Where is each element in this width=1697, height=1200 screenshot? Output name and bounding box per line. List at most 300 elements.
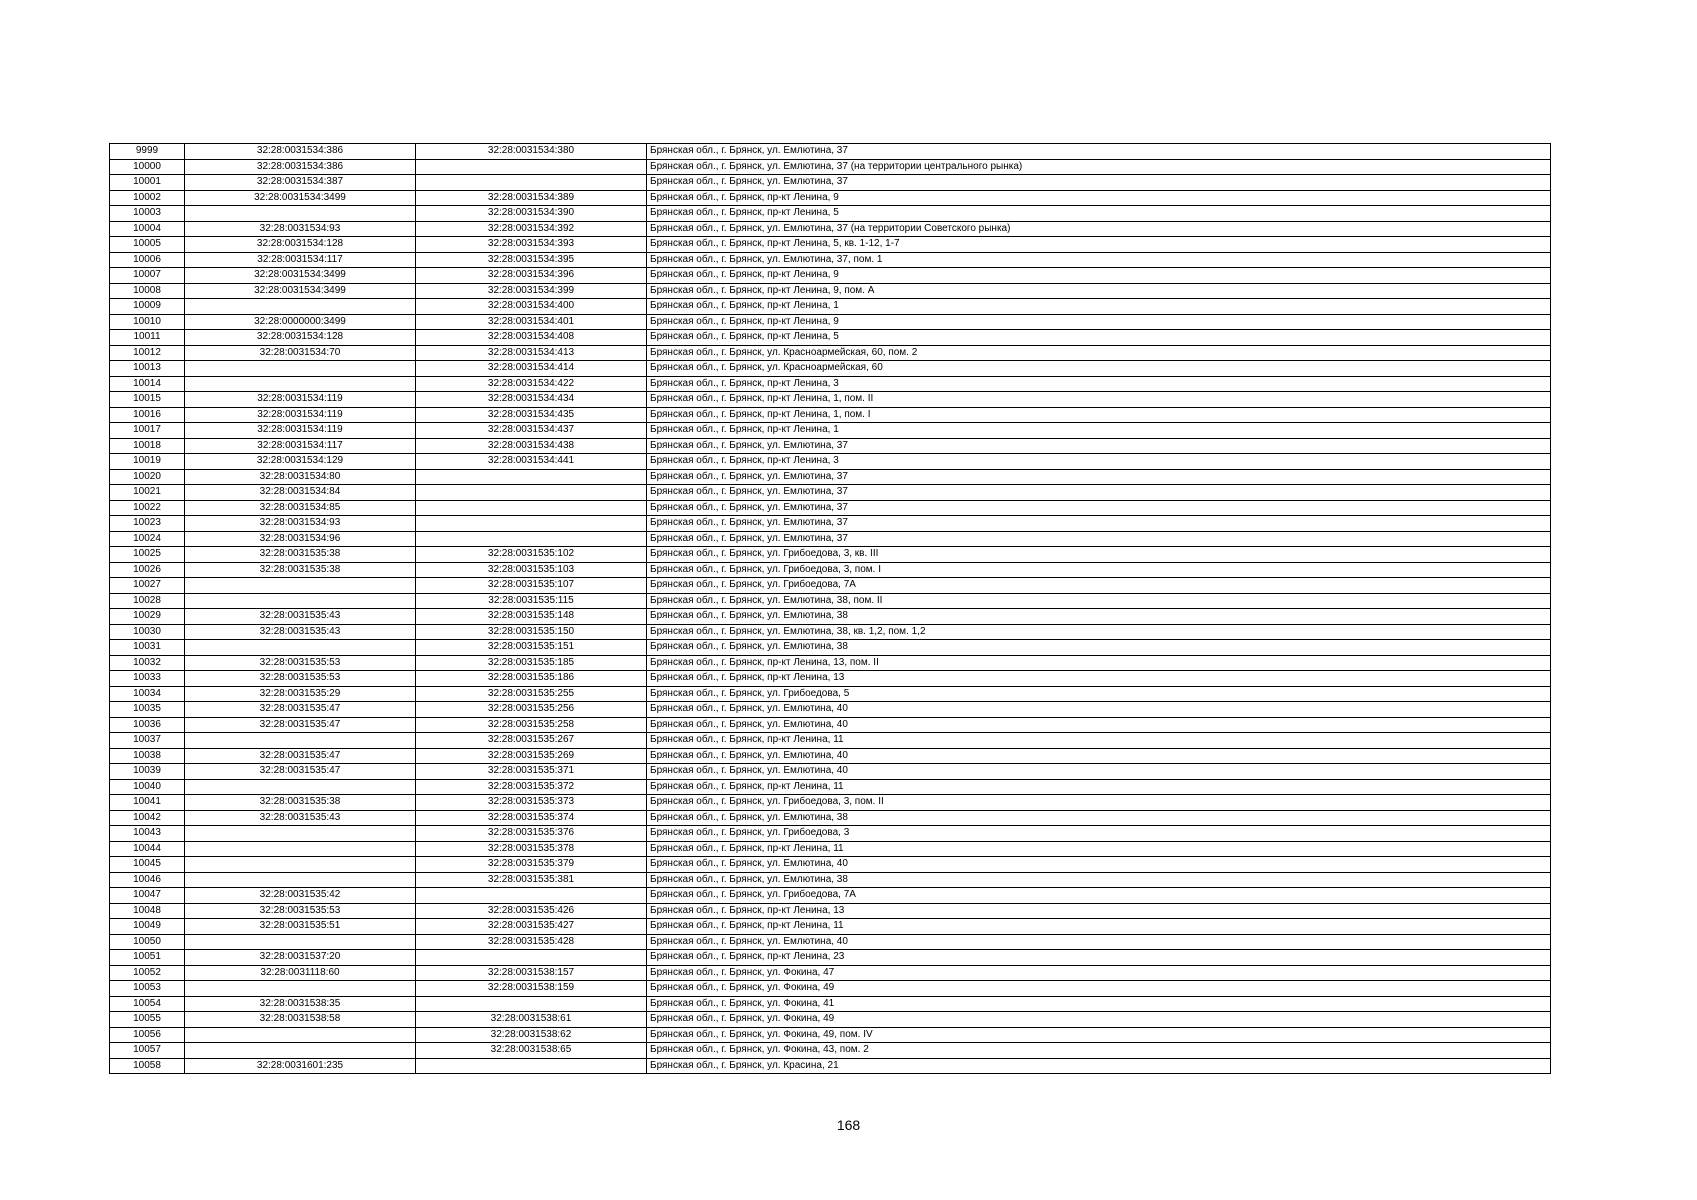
object-cadastral-number-cell [416, 888, 647, 904]
object-cadastral-number-cell: 32:28:0031534:396 [416, 268, 647, 284]
table-row [110, 655, 1551, 671]
cadastral-number-cell: 32:28:0031534:117 [185, 438, 416, 454]
table-row [110, 144, 1551, 160]
table-row [110, 469, 1551, 485]
cadastral-number-cell: 32:28:0031538:35 [185, 996, 416, 1012]
table-row [110, 221, 1551, 237]
address-cell: Брянская обл., г. Брянск, ул. Емлютина, 37 [647, 144, 1551, 160]
cadastral-number-cell: 32:28:0031537:20 [185, 950, 416, 966]
row-number-cell: 10013 [110, 361, 185, 377]
table-row [110, 950, 1551, 966]
cadastral-number-cell: 32:28:0031601:235 [185, 1058, 416, 1074]
row-number-cell: 10019 [110, 454, 185, 470]
address-cell: Брянская обл., г. Брянск, ул. Красина, 21 [647, 1058, 1551, 1074]
table-row [110, 175, 1551, 191]
object-cadastral-number-cell [416, 485, 647, 501]
object-cadastral-number-cell: 32:28:0031538:65 [416, 1043, 647, 1059]
object-cadastral-number-cell: 32:28:0031534:438 [416, 438, 647, 454]
row-number-cell: 10017 [110, 423, 185, 439]
object-cadastral-number-cell [416, 500, 647, 516]
row-number-cell: 10029 [110, 609, 185, 625]
table-row [110, 981, 1551, 997]
row-number-cell: 10044 [110, 841, 185, 857]
cadastral-number-cell: 32:28:0031535:42 [185, 888, 416, 904]
address-cell: Брянская обл., г. Брянск, пр-кт Ленина, 13 [647, 903, 1551, 919]
row-number-cell: 10003 [110, 206, 185, 222]
row-number-cell: 10028 [110, 593, 185, 609]
cadastral-number-cell [185, 1027, 416, 1043]
table-row [110, 717, 1551, 733]
cadastral-number-cell [185, 640, 416, 656]
row-number-cell: 10052 [110, 965, 185, 981]
cadastral-number-cell [185, 733, 416, 749]
address-cell: Брянская обл., г. Брянск, ул. Емлютина, 37 (на территории центрального рынка) [647, 159, 1551, 175]
object-cadastral-number-cell: 32:28:0031535:255 [416, 686, 647, 702]
cadastral-number-cell: 32:28:0031534:3499 [185, 268, 416, 284]
table-row [110, 407, 1551, 423]
cadastral-number-cell: 32:28:0031535:53 [185, 671, 416, 687]
table-row [110, 686, 1551, 702]
table-row [110, 237, 1551, 253]
object-cadastral-number-cell: 32:28:0031534:395 [416, 252, 647, 268]
cadastral-number-cell: 32:28:0031534:96 [185, 531, 416, 547]
cadastral-table-body [110, 144, 1551, 1074]
row-number-cell: 10030 [110, 624, 185, 640]
cadastral-number-cell: 32:28:0031534:128 [185, 330, 416, 346]
page-number: 168 [836, 1117, 861, 1133]
object-cadastral-number-cell [416, 531, 647, 547]
table-row [110, 268, 1551, 284]
address-cell: Брянская обл., г. Брянск, ул. Емлютина, 40 [647, 702, 1551, 718]
object-cadastral-number-cell: 32:28:0031535:185 [416, 655, 647, 671]
cadastral-number-cell: 32:28:0031534:117 [185, 252, 416, 268]
address-cell: Брянская обл., г. Брянск, ул. Емлютина, 40 [647, 857, 1551, 873]
table-row [110, 314, 1551, 330]
object-cadastral-number-cell: 32:28:0031535:151 [416, 640, 647, 656]
row-number-cell: 10048 [110, 903, 185, 919]
row-number-cell: 10035 [110, 702, 185, 718]
address-cell: Брянская обл., г. Брянск, пр-кт Ленина, 13, пом. II [647, 655, 1551, 671]
address-cell: Брянская обл., г. Брянск, ул. Емлютина, 37 [647, 469, 1551, 485]
object-cadastral-number-cell: 32:28:0031534:399 [416, 283, 647, 299]
table-row [110, 903, 1551, 919]
row-number-cell: 10000 [110, 159, 185, 175]
cadastral-number-cell: 32:28:0031534:119 [185, 423, 416, 439]
row-number-cell: 10042 [110, 810, 185, 826]
cadastral-number-cell: 32:28:0031534:387 [185, 175, 416, 191]
table-row [110, 562, 1551, 578]
table-row [110, 376, 1551, 392]
row-number-cell: 10001 [110, 175, 185, 191]
address-cell: Брянская обл., г. Брянск, пр-кт Ленина, 5 [647, 206, 1551, 222]
row-number-cell: 10026 [110, 562, 185, 578]
address-cell: Брянская обл., г. Брянск, пр-кт Ленина, 1, пом. II [647, 392, 1551, 408]
row-number-cell: 10050 [110, 934, 185, 950]
table-row [110, 500, 1551, 516]
cadastral-number-cell: 32:28:0031118:60 [185, 965, 416, 981]
object-cadastral-number-cell [416, 159, 647, 175]
object-cadastral-number-cell: 32:28:0031535:258 [416, 717, 647, 733]
address-cell: Брянская обл., г. Брянск, пр-кт Ленина, 9 [647, 268, 1551, 284]
table-row [110, 810, 1551, 826]
cadastral-number-cell: 32:28:0031534:93 [185, 221, 416, 237]
table-row [110, 345, 1551, 361]
address-cell: Брянская обл., г. Брянск, ул. Грибоедова, 3 [647, 826, 1551, 842]
cadastral-number-cell [185, 593, 416, 609]
address-cell: Брянская обл., г. Брянск, пр-кт Ленина, 5, кв. 1-12, 1-7 [647, 237, 1551, 253]
address-cell: Брянская обл., г. Брянск, ул. Емлютина, 37, пом. 1 [647, 252, 1551, 268]
row-number-cell: 10022 [110, 500, 185, 516]
address-cell: Брянская обл., г. Брянск, пр-кт Ленина, 3 [647, 376, 1551, 392]
address-cell: Брянская обл., г. Брянск, пр-кт Ленина, 5 [647, 330, 1551, 346]
row-number-cell: 10023 [110, 516, 185, 532]
object-cadastral-number-cell: 32:28:0031535:372 [416, 779, 647, 795]
object-cadastral-number-cell: 32:28:0031535:102 [416, 547, 647, 563]
table-row [110, 624, 1551, 640]
table-row [110, 702, 1551, 718]
address-cell: Брянская обл., г. Брянск, пр-кт Ленина, 9 [647, 314, 1551, 330]
object-cadastral-number-cell: 32:28:0031534:401 [416, 314, 647, 330]
address-cell: Брянская обл., г. Брянск, ул. Фокина, 47 [647, 965, 1551, 981]
row-number-cell: 10004 [110, 221, 185, 237]
row-number-cell: 10037 [110, 733, 185, 749]
row-number-cell: 10015 [110, 392, 185, 408]
cadastral-table [109, 143, 1551, 1074]
table-row [110, 826, 1551, 842]
object-cadastral-number-cell: 32:28:0031535:150 [416, 624, 647, 640]
address-cell: Брянская обл., г. Брянск, ул. Фокина, 49 [647, 981, 1551, 997]
table-row [110, 438, 1551, 454]
address-cell: Брянская обл., г. Брянск, ул. Емлютина, 38 [647, 640, 1551, 656]
row-number-cell: 10058 [110, 1058, 185, 1074]
cadastral-number-cell: 32:28:0031538:58 [185, 1012, 416, 1028]
address-cell: Брянская обл., г. Брянск, ул. Емлютина, 38, кв. 1,2, пом. 1,2 [647, 624, 1551, 640]
cadastral-number-cell [185, 1043, 416, 1059]
object-cadastral-number-cell: 32:28:0031535:148 [416, 609, 647, 625]
table-row [110, 593, 1551, 609]
row-number-cell: 10033 [110, 671, 185, 687]
object-cadastral-number-cell: 32:28:0031534:422 [416, 376, 647, 392]
cadastral-number-cell [185, 376, 416, 392]
row-number-cell: 10053 [110, 981, 185, 997]
object-cadastral-number-cell: 32:28:0031534:413 [416, 345, 647, 361]
table-row [110, 547, 1551, 563]
row-number-cell: 10005 [110, 237, 185, 253]
cadastral-number-cell: 32:28:0031534:386 [185, 144, 416, 160]
row-number-cell: 10008 [110, 283, 185, 299]
row-number-cell: 10049 [110, 919, 185, 935]
table-row [110, 857, 1551, 873]
object-cadastral-number-cell: 32:28:0031534:389 [416, 190, 647, 206]
table-row [110, 1058, 1551, 1074]
row-number-cell: 10011 [110, 330, 185, 346]
object-cadastral-number-cell [416, 996, 647, 1012]
cadastral-number-cell: 32:28:0031535:43 [185, 810, 416, 826]
cadastral-number-cell [185, 981, 416, 997]
table-row [110, 671, 1551, 687]
table-row [110, 206, 1551, 222]
cadastral-number-cell: 32:28:0031535:47 [185, 764, 416, 780]
object-cadastral-number-cell: 32:28:0031535:373 [416, 795, 647, 811]
table-row [110, 423, 1551, 439]
address-cell: Брянская обл., г. Брянск, ул. Емлютина, 37 [647, 485, 1551, 501]
address-cell: Брянская обл., г. Брянск, ул. Емлютина, 40 [647, 748, 1551, 764]
address-cell: Брянская обл., г. Брянск, ул. Грибоедова, 5 [647, 686, 1551, 702]
object-cadastral-number-cell: 32:28:0031534:434 [416, 392, 647, 408]
object-cadastral-number-cell: 32:28:0031535:256 [416, 702, 647, 718]
table-row [110, 330, 1551, 346]
table-row [110, 299, 1551, 315]
object-cadastral-number-cell: 32:28:0031534:435 [416, 407, 647, 423]
cadastral-number-cell [185, 361, 416, 377]
address-cell: Брянская обл., г. Брянск, ул. Емлютина, 37 [647, 500, 1551, 516]
row-number-cell: 10040 [110, 779, 185, 795]
row-number-cell: 10051 [110, 950, 185, 966]
object-cadastral-number-cell: 32:28:0031535:427 [416, 919, 647, 935]
table-row [110, 485, 1551, 501]
row-number-cell: 10024 [110, 531, 185, 547]
address-cell: Брянская обл., г. Брянск, ул. Красноармейская, 60 [647, 361, 1551, 377]
cadastral-number-cell: 32:28:0031535:38 [185, 795, 416, 811]
address-cell: Брянская обл., г. Брянск, ул. Грибоедова, 3, кв. III [647, 547, 1551, 563]
row-number-cell: 10012 [110, 345, 185, 361]
row-number-cell: 10041 [110, 795, 185, 811]
cadastral-number-cell [185, 206, 416, 222]
table-row [110, 190, 1551, 206]
cadastral-number-cell: 32:28:0031534:3499 [185, 190, 416, 206]
address-cell: Брянская обл., г. Брянск, пр-кт Ленина, 11 [647, 779, 1551, 795]
object-cadastral-number-cell [416, 516, 647, 532]
row-number-cell: 10010 [110, 314, 185, 330]
cadastral-number-cell: 32:28:0031535:43 [185, 609, 416, 625]
table-row [110, 1012, 1551, 1028]
address-cell: Брянская обл., г. Брянск, ул. Грибоедова, 3, пом. I [647, 562, 1551, 578]
cadastral-number-cell: 32:28:0031535:47 [185, 748, 416, 764]
object-cadastral-number-cell: 32:28:0031538:61 [416, 1012, 647, 1028]
table-row [110, 392, 1551, 408]
cadastral-number-cell: 32:28:0031535:38 [185, 547, 416, 563]
cadastral-number-cell: 32:28:0031534:119 [185, 392, 416, 408]
address-cell: Брянская обл., г. Брянск, пр-кт Ленина, 1 [647, 299, 1551, 315]
table-row [110, 516, 1551, 532]
object-cadastral-number-cell: 32:28:0031534:408 [416, 330, 647, 346]
cadastral-number-cell [185, 826, 416, 842]
address-cell: Брянская обл., г. Брянск, пр-кт Ленина, 1 [647, 423, 1551, 439]
cadastral-number-cell: 32:28:0031535:53 [185, 903, 416, 919]
object-cadastral-number-cell: 32:28:0031535:107 [416, 578, 647, 594]
object-cadastral-number-cell: 32:28:0031535:378 [416, 841, 647, 857]
address-cell: Брянская обл., г. Брянск, ул. Емлютина, 37 [647, 438, 1551, 454]
table-row [110, 361, 1551, 377]
object-cadastral-number-cell: 32:28:0031535:379 [416, 857, 647, 873]
address-cell: Брянская обл., г. Брянск, ул. Емлютина, 37 [647, 531, 1551, 547]
address-cell: Брянская обл., г. Брянск, ул. Емлютина, 38 [647, 609, 1551, 625]
row-number-cell: 10007 [110, 268, 185, 284]
cadastral-number-cell: 32:28:0031534:386 [185, 159, 416, 175]
object-cadastral-number-cell: 32:28:0031535:374 [416, 810, 647, 826]
address-cell: Брянская обл., г. Брянск, пр-кт Ленина, 9, пом. А [647, 283, 1551, 299]
address-cell: Брянская обл., г. Брянск, пр-кт Ленина, 13 [647, 671, 1551, 687]
row-number-cell: 10046 [110, 872, 185, 888]
address-cell: Брянская обл., г. Брянск, ул. Емлютина, 40 [647, 717, 1551, 733]
object-cadastral-number-cell [416, 175, 647, 191]
address-cell: Брянская обл., г. Брянск, ул. Емлютина, 38, пом. II [647, 593, 1551, 609]
address-cell: Брянская обл., г. Брянск, ул. Емлютина, 40 [647, 934, 1551, 950]
address-cell: Брянская обл., г. Брянск, пр-кт Ленина, 11 [647, 919, 1551, 935]
address-cell: Брянская обл., г. Брянск, пр-кт Ленина, 23 [647, 950, 1551, 966]
row-number-cell: 10009 [110, 299, 185, 315]
row-number-cell: 10038 [110, 748, 185, 764]
cadastral-number-cell: 32:28:0031534:70 [185, 345, 416, 361]
address-cell: Брянская обл., г. Брянск, пр-кт Ленина, 3 [647, 454, 1551, 470]
table-row [110, 609, 1551, 625]
table-row [110, 283, 1551, 299]
table-row [110, 841, 1551, 857]
address-cell: Брянская обл., г. Брянск, пр-кт Ленина, 1, пом. I [647, 407, 1551, 423]
cadastral-number-cell: 32:28:0031535:51 [185, 919, 416, 935]
table-row [110, 252, 1551, 268]
object-cadastral-number-cell: 32:28:0031535:115 [416, 593, 647, 609]
row-number-cell: 10002 [110, 190, 185, 206]
address-cell: Брянская обл., г. Брянск, ул. Грибоедова, 7А [647, 888, 1551, 904]
cadastral-number-cell: 32:28:0000000:3499 [185, 314, 416, 330]
object-cadastral-number-cell: 32:28:0031534:400 [416, 299, 647, 315]
cadastral-number-cell [185, 934, 416, 950]
object-cadastral-number-cell [416, 1058, 647, 1074]
cadastral-number-cell: 32:28:0031534:129 [185, 454, 416, 470]
cadastral-number-cell [185, 857, 416, 873]
cadastral-number-cell [185, 299, 416, 315]
cadastral-number-cell: 32:28:0031534:80 [185, 469, 416, 485]
object-cadastral-number-cell: 32:28:0031535:103 [416, 562, 647, 578]
object-cadastral-number-cell: 32:28:0031534:390 [416, 206, 647, 222]
row-number-cell: 10054 [110, 996, 185, 1012]
address-cell: Брянская обл., г. Брянск, ул. Емлютина, 37 (на территории Советского рынка) [647, 221, 1551, 237]
address-cell: Брянская обл., г. Брянск, ул. Фокина, 49 [647, 1012, 1551, 1028]
row-number-cell: 10027 [110, 578, 185, 594]
object-cadastral-number-cell: 32:28:0031534:414 [416, 361, 647, 377]
address-cell: Брянская обл., г. Брянск, ул. Грибоедова, 3, пом. II [647, 795, 1551, 811]
object-cadastral-number-cell: 32:28:0031534:437 [416, 423, 647, 439]
object-cadastral-number-cell: 32:28:0031535:267 [416, 733, 647, 749]
row-number-cell: 10045 [110, 857, 185, 873]
row-number-cell: 10043 [110, 826, 185, 842]
address-cell: Брянская обл., г. Брянск, пр-кт Ленина, 11 [647, 841, 1551, 857]
row-number-cell: 10016 [110, 407, 185, 423]
table-row [110, 934, 1551, 950]
table-row [110, 454, 1551, 470]
table-row [110, 733, 1551, 749]
object-cadastral-number-cell: 32:28:0031534:393 [416, 237, 647, 253]
row-number-cell: 10006 [110, 252, 185, 268]
cadastral-number-cell [185, 779, 416, 795]
row-number-cell: 10031 [110, 640, 185, 656]
address-cell: Брянская обл., г. Брянск, ул. Емлютина, 38 [647, 810, 1551, 826]
object-cadastral-number-cell: 32:28:0031535:381 [416, 872, 647, 888]
object-cadastral-number-cell: 32:28:0031534:392 [416, 221, 647, 237]
row-number-cell: 10055 [110, 1012, 185, 1028]
cadastral-number-cell: 32:28:0031535:47 [185, 702, 416, 718]
cadastral-number-cell: 32:28:0031534:85 [185, 500, 416, 516]
table-row [110, 578, 1551, 594]
object-cadastral-number-cell: 32:28:0031534:380 [416, 144, 647, 160]
row-number-cell: 10034 [110, 686, 185, 702]
address-cell: Брянская обл., г. Брянск, пр-кт Ленина, 9 [647, 190, 1551, 206]
row-number-cell: 10047 [110, 888, 185, 904]
address-cell: Брянская обл., г. Брянск, ул. Емлютина, 38 [647, 872, 1551, 888]
cadastral-number-cell: 32:28:0031535:43 [185, 624, 416, 640]
address-cell: Брянская обл., г. Брянск, ул. Красноармейская, 60, пом. 2 [647, 345, 1551, 361]
row-number-cell: 9999 [110, 144, 185, 160]
address-cell: Брянская обл., г. Брянск, ул. Фокина, 41 [647, 996, 1551, 1012]
row-number-cell: 10057 [110, 1043, 185, 1059]
table-row [110, 531, 1551, 547]
table-row [110, 159, 1551, 175]
cadastral-number-cell [185, 578, 416, 594]
cadastral-number-cell [185, 872, 416, 888]
row-number-cell: 10032 [110, 655, 185, 671]
table-row [110, 919, 1551, 935]
row-number-cell: 10025 [110, 547, 185, 563]
table-row [110, 1027, 1551, 1043]
object-cadastral-number-cell [416, 469, 647, 485]
object-cadastral-number-cell: 32:28:0031535:186 [416, 671, 647, 687]
address-cell: Брянская обл., г. Брянск, пр-кт Ленина, 11 [647, 733, 1551, 749]
table-row [110, 640, 1551, 656]
table-row [110, 795, 1551, 811]
table-row [110, 779, 1551, 795]
table-row [110, 764, 1551, 780]
address-cell: Брянская обл., г. Брянск, ул. Емлютина, 37 [647, 175, 1551, 191]
cadastral-number-cell: 32:28:0031534:84 [185, 485, 416, 501]
table-row [110, 996, 1551, 1012]
row-number-cell: 10020 [110, 469, 185, 485]
row-number-cell: 10056 [110, 1027, 185, 1043]
object-cadastral-number-cell: 32:28:0031538:62 [416, 1027, 647, 1043]
object-cadastral-number-cell: 32:28:0031535:376 [416, 826, 647, 842]
row-number-cell: 10039 [110, 764, 185, 780]
address-cell: Брянская обл., г. Брянск, ул. Грибоедова, 7А [647, 578, 1551, 594]
row-number-cell: 10021 [110, 485, 185, 501]
object-cadastral-number-cell [416, 950, 647, 966]
address-cell: Брянская обл., г. Брянск, ул. Фокина, 43, пом. 2 [647, 1043, 1551, 1059]
cadastral-number-cell: 32:28:0031535:38 [185, 562, 416, 578]
address-cell: Брянская обл., г. Брянск, ул. Емлютина, 37 [647, 516, 1551, 532]
table-row [110, 748, 1551, 764]
row-number-cell: 10018 [110, 438, 185, 454]
cadastral-number-cell: 32:28:0031534:3499 [185, 283, 416, 299]
table-row [110, 1043, 1551, 1059]
cadastral-number-cell: 32:28:0031534:119 [185, 407, 416, 423]
address-cell: Брянская обл., г. Брянск, ул. Фокина, 49, пом. IV [647, 1027, 1551, 1043]
cadastral-number-cell [185, 841, 416, 857]
object-cadastral-number-cell: 32:28:0031534:441 [416, 454, 647, 470]
object-cadastral-number-cell: 32:28:0031535:269 [416, 748, 647, 764]
object-cadastral-number-cell: 32:28:0031535:371 [416, 764, 647, 780]
object-cadastral-number-cell: 32:28:0031535:428 [416, 934, 647, 950]
row-number-cell: 10014 [110, 376, 185, 392]
cadastral-number-cell: 32:28:0031534:93 [185, 516, 416, 532]
address-cell: Брянская обл., г. Брянск, ул. Емлютина, 40 [647, 764, 1551, 780]
object-cadastral-number-cell: 32:28:0031538:159 [416, 981, 647, 997]
table-row [110, 872, 1551, 888]
cadastral-number-cell: 32:28:0031535:47 [185, 717, 416, 733]
cadastral-number-cell: 32:28:0031534:128 [185, 237, 416, 253]
object-cadastral-number-cell: 32:28:0031538:157 [416, 965, 647, 981]
table-row [110, 888, 1551, 904]
object-cadastral-number-cell: 32:28:0031535:426 [416, 903, 647, 919]
cadastral-number-cell: 32:28:0031535:29 [185, 686, 416, 702]
